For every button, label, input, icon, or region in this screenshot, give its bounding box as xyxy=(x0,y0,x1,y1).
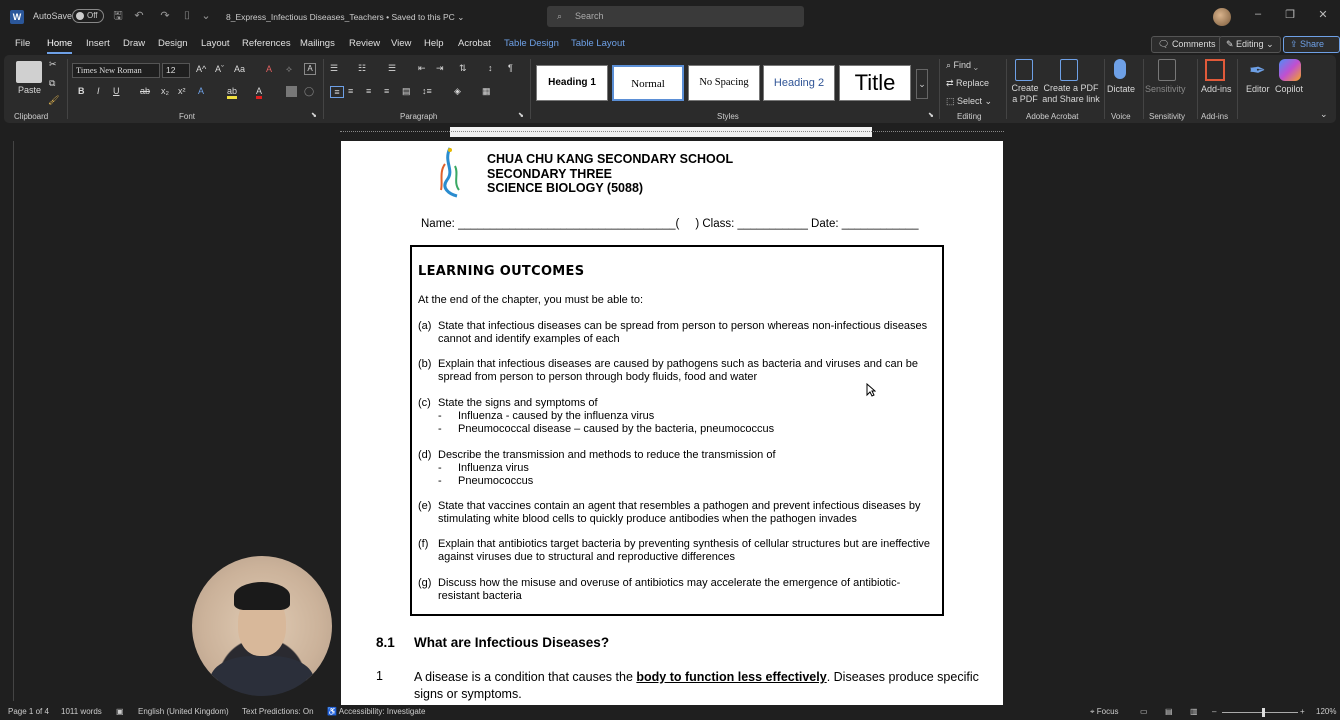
document-title[interactable]: 8_Express_Infectious Diseases_Teachers • Saved to this PC ⌄ xyxy=(226,12,465,22)
school-level: SECONDARY THREE xyxy=(487,166,613,181)
shrink-font-button[interactable]: Aˇ xyxy=(215,64,224,74)
divider xyxy=(1237,59,1238,119)
font-group-label: Font xyxy=(179,112,196,121)
customize-quick-access-icon[interactable]: ⌄ xyxy=(201,10,211,22)
divider xyxy=(1143,59,1144,119)
add-ins-icon xyxy=(1205,59,1225,81)
sort-az-icon[interactable]: ↕ xyxy=(488,63,493,73)
tab-design[interactable]: Design xyxy=(158,38,188,49)
numbering-icon[interactable]: ☷ xyxy=(358,63,367,73)
read-mode-icon[interactable]: ▭ xyxy=(1140,707,1148,716)
decrease-indent-icon[interactable]: ⇤ xyxy=(418,63,426,73)
accessibility-status[interactable]: ♿ Accessibility: Investigate xyxy=(327,707,426,716)
save-icon[interactable]: 🖫 xyxy=(113,10,123,22)
justify-icon[interactable]: ≡ xyxy=(384,86,390,96)
tab-view[interactable]: View xyxy=(391,38,412,49)
webcam-overlay xyxy=(192,556,332,696)
zoom-slider[interactable] xyxy=(1222,712,1298,713)
redo-icon[interactable]: ↷ xyxy=(160,10,170,22)
voice-group-label: Voice xyxy=(1111,112,1131,121)
learning-outcomes-intro: At the end of the chapter, you must be able to: xyxy=(418,294,644,306)
divider xyxy=(1104,59,1105,119)
ribbon-tabs xyxy=(0,33,1340,55)
copilot-button[interactable]: Copilot xyxy=(1275,84,1304,94)
align-center-icon[interactable]: ≡ xyxy=(348,86,354,96)
collapse-ribbon-icon[interactable]: ⌄ xyxy=(1320,109,1328,119)
learning-outcomes-title: LEARNING OUTCOMES xyxy=(418,264,585,279)
find-button[interactable]: ⌕ Find ⌄ xyxy=(946,60,978,70)
styles-group-label: Styles xyxy=(717,112,739,121)
text-predictions-status[interactable]: Text Predictions: On xyxy=(242,707,314,716)
paragraph-dialog-launcher-icon[interactable]: ⬊ xyxy=(518,112,524,119)
clipboard-group-label: Clipboard xyxy=(14,112,49,121)
editing-group-label: Editing xyxy=(957,112,982,121)
focus-button[interactable]: ⌖ Focus xyxy=(1090,707,1119,716)
change-case-button[interactable]: Aa xyxy=(234,64,246,74)
school-logo xyxy=(435,146,465,198)
editing-mode-button[interactable]: ✎ Editing ⌄ xyxy=(1219,36,1281,53)
copilot-icon xyxy=(1279,59,1301,81)
share-button[interactable]: ⇪ Share xyxy=(1283,36,1340,53)
divider xyxy=(530,59,531,119)
print-layout-icon[interactable]: ▤ xyxy=(1165,707,1173,716)
bold-button[interactable]: B xyxy=(78,86,85,96)
grow-font-button[interactable]: A^ xyxy=(196,64,207,74)
tab-table-layout[interactable]: Table Layout xyxy=(571,38,625,49)
name-class-date-line: Name: __________________________________( ) Class: ___________ Date: ____________ xyxy=(421,218,919,230)
styles-more-icon[interactable]: ⌄ xyxy=(916,69,928,99)
comments-button[interactable]: 🗨 Comments xyxy=(1151,36,1222,53)
clear-formatting-button[interactable]: A xyxy=(266,64,273,74)
shading-bucket-icon[interactable]: ◈ xyxy=(454,86,461,96)
zoom-level[interactable]: 120% xyxy=(1316,707,1337,716)
tab-file[interactable]: File xyxy=(15,38,31,49)
tab-mailings[interactable]: Mailings xyxy=(300,38,335,49)
format-painter-icon[interactable]: 🖌 xyxy=(48,95,60,105)
mouse-cursor-icon xyxy=(866,383,876,397)
word-count[interactable]: 1011 words xyxy=(61,707,102,716)
borders-icon[interactable]: ▦ xyxy=(482,86,491,96)
account-avatar[interactable] xyxy=(1213,8,1231,26)
page-count[interactable]: Page 1 of 4 xyxy=(8,707,49,716)
font-size-select[interactable]: 12 xyxy=(162,63,190,78)
font-color-button[interactable]: A xyxy=(256,86,262,99)
dictate-button[interactable]: Dictate xyxy=(1107,84,1136,94)
bullets-icon[interactable]: ☰ xyxy=(330,63,339,73)
paragraph-number: 1 xyxy=(376,669,383,683)
tab-acrobat[interactable]: Acrobat xyxy=(458,38,491,49)
tab-help[interactable]: Help xyxy=(424,38,444,49)
school-subject: SCIENCE BIOLOGY (5088) xyxy=(487,181,644,195)
document-page[interactable] xyxy=(341,141,1003,706)
title-bar xyxy=(0,0,1340,33)
sensitivity-group-label: Sensitivity xyxy=(1149,112,1186,121)
superscript-button[interactable]: x² xyxy=(178,86,186,96)
restore-icon[interactable]: ❐ xyxy=(1285,9,1295,21)
tab-insert[interactable]: Insert xyxy=(86,38,110,49)
ribbon xyxy=(4,55,1336,123)
school-name: CHUA CHU KANG SECONDARY SCHOOL xyxy=(487,152,734,166)
shading-icon[interactable] xyxy=(286,86,297,97)
word-logo-icon: W xyxy=(10,10,24,24)
tab-references[interactable]: References xyxy=(242,38,291,49)
close-icon[interactable]: ✕ xyxy=(1318,9,1328,21)
touch-mode-icon[interactable]: ⌷ xyxy=(183,10,191,22)
zoom-out-icon[interactable]: – xyxy=(1212,707,1217,716)
microphone-icon xyxy=(1114,59,1126,79)
highlight-button[interactable]: ab xyxy=(227,86,237,99)
divider xyxy=(67,59,68,119)
show-marks-icon[interactable]: ¶ xyxy=(508,63,513,73)
paragraph-group-label: Paragraph xyxy=(400,112,438,121)
style-heading-2[interactable]: Heading 2 xyxy=(763,65,835,101)
line-spacing-icon[interactable]: ↕≡ xyxy=(422,86,432,96)
divider xyxy=(1197,59,1198,119)
italic-button[interactable]: I xyxy=(97,86,100,96)
create-pdf-share-button[interactable]: Create a PDF and Share link xyxy=(1042,83,1100,104)
select-button[interactable]: ⬚ Select ⌄ xyxy=(946,96,993,106)
language-status[interactable]: English (United Kingdom) xyxy=(138,707,229,716)
divider xyxy=(323,59,324,119)
sensitivity-icon xyxy=(1158,59,1176,81)
text-effects-button[interactable]: A xyxy=(198,86,205,96)
create-pdf-icon xyxy=(1015,59,1033,81)
vertical-ruler xyxy=(4,141,14,701)
align-right-icon[interactable]: ≡ xyxy=(366,86,372,96)
tab-layout[interactable]: Layout xyxy=(201,38,230,49)
sensitivity-button[interactable]: Sensitivity xyxy=(1145,84,1186,94)
proofing-icon[interactable]: ▣ xyxy=(116,707,124,716)
cut-icon[interactable]: ✂ xyxy=(49,59,57,69)
increase-indent-icon[interactable]: ⇥ xyxy=(436,63,444,73)
editor-button[interactable]: Editor xyxy=(1246,84,1270,94)
section-title: What are Infectious Diseases? xyxy=(414,635,610,650)
search-icon: ⌕ xyxy=(557,11,563,21)
multilevel-list-icon[interactable]: ☰ xyxy=(388,63,397,73)
paste-button[interactable]: Paste xyxy=(18,85,42,95)
web-layout-icon[interactable]: ▥ xyxy=(1190,707,1198,716)
underline-button[interactable]: U xyxy=(113,86,120,96)
style-no-spacing[interactable]: No Spacing xyxy=(688,65,760,101)
zoom-slider-thumb[interactable] xyxy=(1262,708,1265,717)
copy-icon[interactable]: ⧉ xyxy=(49,78,56,88)
add-ins-button[interactable]: Add-ins xyxy=(1201,84,1232,94)
autosave-toggle[interactable]: Off xyxy=(72,9,104,23)
paragraph-text: A disease is a condition that causes the body to function less effectively. Diseases produce specific signs or symptoms. xyxy=(414,670,979,701)
tab-home[interactable]: Home xyxy=(47,38,72,54)
distributed-icon[interactable]: ▤ xyxy=(402,86,411,96)
character-border-icon[interactable]: A xyxy=(304,63,316,75)
editor-icon: ✒ xyxy=(1249,60,1266,82)
divider xyxy=(939,59,940,119)
tab-table-design[interactable]: Table Design xyxy=(504,38,559,49)
phonetic-guide-icon[interactable]: ⟡ xyxy=(286,64,292,74)
horizontal-ruler xyxy=(340,126,1004,138)
zoom-in-icon[interactable]: + xyxy=(1300,707,1305,716)
section-number: 8.1 xyxy=(376,635,395,650)
style-heading-1[interactable]: Heading 1 xyxy=(536,65,608,101)
replace-button[interactable]: ⇄ Replace xyxy=(946,78,990,88)
style-normal[interactable]: Normal xyxy=(612,65,684,101)
learning-outcomes-box: LEARNING OUTCOMES At the end of the chapter, you must be able to: (a) State that infectious diseases can be spread from person to person whereas non-infectious diseases cannot and identify examples of each (b) Explain that infectious diseases are caused by pathogens such as bacteria and viruses and can be spread from person to person through body fluids, food and water (c) State the signs and symptoms of - Influenza - caused by the influenza virus - Pneumococcal disease – caused by the bacteria, pneumococcus (d) Describe the transmission and methods to reduce the transmission of - Influenza virus - Pneumococcus (e) State that vaccines contain an agent that resembles a pathogen and prevent infectious diseases by stimulating white blood cells to quickly produce antibodies when the pathogen invades (f) Explain that antibiotics target bacteria by preventing synthesis of cellular structures but are ineffective against viruses due to structural and reproductive differences (g) Discuss how the misuse and overuse of antibiotics may accelerate the emergence of antibiotic-resistant bacteria xyxy=(410,245,944,616)
enclose-characters-icon[interactable]: ◯ xyxy=(304,86,315,96)
sort-icon[interactable]: ⇅ xyxy=(459,63,467,73)
paste-icon[interactable] xyxy=(16,61,42,83)
style-title[interactable]: Title xyxy=(839,65,911,101)
tab-draw[interactable]: Draw xyxy=(123,38,146,49)
school-header xyxy=(487,152,733,196)
add-ins-group-label: Add-ins xyxy=(1201,112,1229,121)
styles-dialog-launcher-icon[interactable]: ⬊ xyxy=(928,112,934,119)
font-name-select[interactable]: Times New Roman xyxy=(72,63,160,78)
tab-review[interactable]: Review xyxy=(349,38,381,49)
status-bar xyxy=(0,705,1340,720)
align-left-icon[interactable]: ≡ xyxy=(330,86,344,98)
create-pdf-button[interactable]: Create a PDF xyxy=(1011,83,1039,104)
search-input[interactable]: ⌕ Search xyxy=(547,6,804,27)
divider xyxy=(1006,59,1007,119)
undo-icon[interactable]: ↶ xyxy=(134,10,144,22)
autosave-label: AutoSave xyxy=(33,11,73,21)
acrobat-group-label: Adobe Acrobat xyxy=(1026,112,1079,121)
minimize-icon[interactable]: – xyxy=(1254,8,1262,20)
subscript-button[interactable]: x₂ xyxy=(161,86,169,96)
create-share-icon xyxy=(1060,59,1078,81)
strikethrough-button[interactable]: ab xyxy=(140,86,151,96)
font-dialog-launcher-icon[interactable]: ⬊ xyxy=(311,112,317,119)
